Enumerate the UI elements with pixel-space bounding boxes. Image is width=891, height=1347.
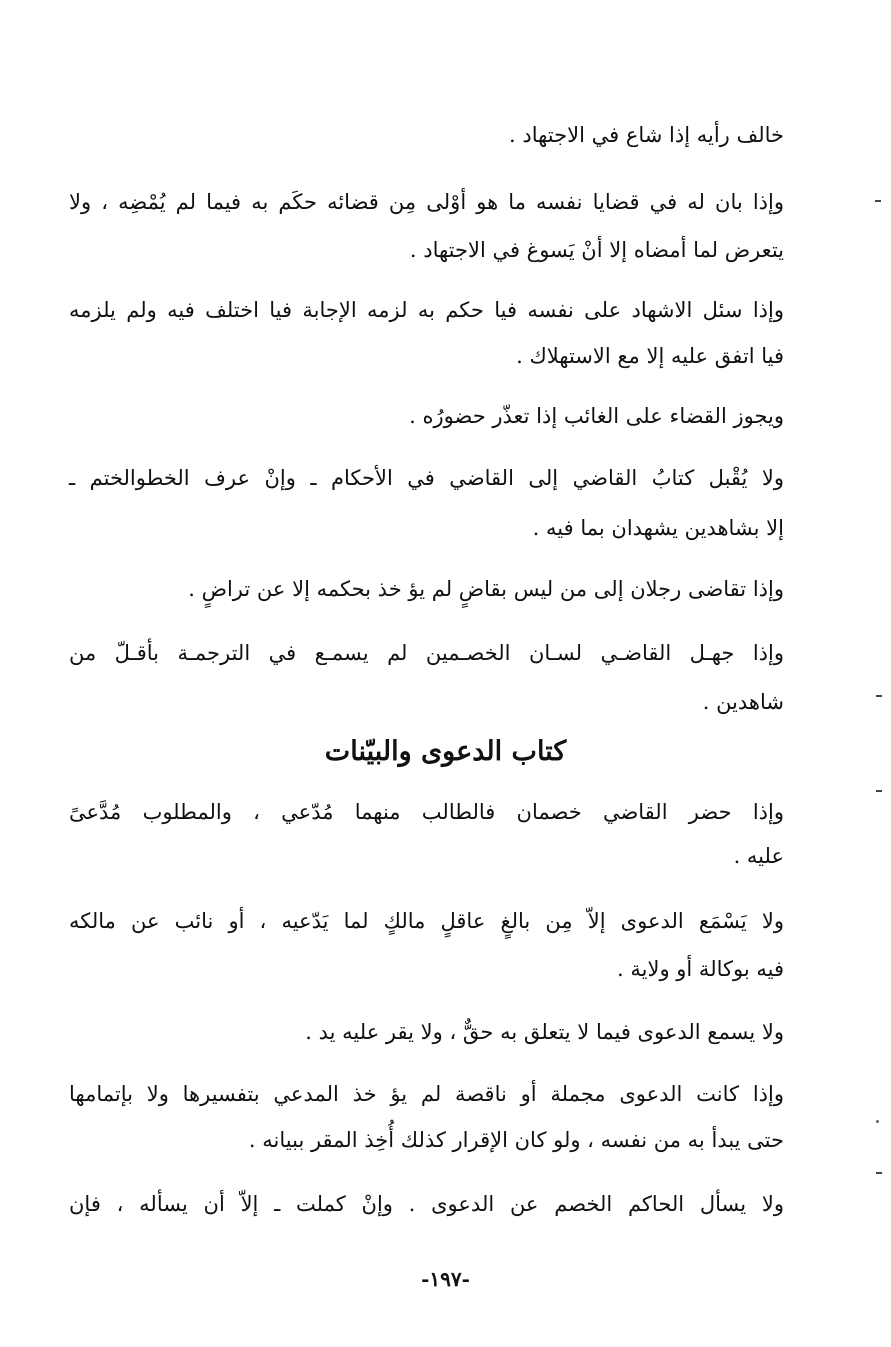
text-line: ولا يُقْبل كتابُ القاضي إلى القاضي في الأحكام ـ وإنْ عرف الخطوالختم ـ xyxy=(69,466,784,490)
text-line: شاهدين . xyxy=(702,690,784,714)
text-line: عليه . xyxy=(733,844,784,868)
page-number: -١٩٧- xyxy=(421,1267,470,1291)
text-line: ولا يسمع الدعوى فيما لا يتعلق به حقٌّ ، ولا يقر عليه يد . xyxy=(305,1020,784,1044)
text-line: وإذا بان له في قضايا نفسه ما هو أوْلى مِن قضائه حكَم به فيما لم يُمْضِه ، ولا xyxy=(69,190,784,214)
margin-mark xyxy=(876,1120,879,1123)
text-line: وإذا جهـل القاضـي لسـان الخصـمين لم يسمـع في الترجمـة بأقـلّ من xyxy=(69,641,784,665)
text-line: إلا بشاهدين يشهدان بما فيه . xyxy=(532,516,784,540)
margin-mark xyxy=(876,695,882,697)
text-line: وإذا تقاضى رجلان إلى من ليس بقاضٍ لم يؤ خذ بحكمه إلا عن تراضٍ . xyxy=(188,577,784,601)
margin-mark xyxy=(876,790,882,792)
text-line: وإذا سئل الاشهاد على نفسه فيا حكم به لزمه الإجابة فيا اختلف فيه ولم يلزمه xyxy=(69,298,784,322)
text-line: ولا يسأل الحاكم الخصم عن الدعوى . وإنْ كملت ـ إلاّ أن يسأله ، فإن xyxy=(69,1192,784,1216)
text-line: ويجوز القضاء على الغائب إذا تعذّر حضورُه . xyxy=(409,404,784,428)
text-line: وإذا حضر القاضي خصمان فالطالب منهما مُدّعي ، والمطلوب مُدَّعىً xyxy=(69,800,784,824)
text-line: فيا اتفق عليه إلا مع الاستهلاك . xyxy=(516,344,784,368)
text-line: حتى يبدأ به من نفسه ، ولو كان الإقرار كذلك أُخِذ المقر ببيانه . xyxy=(248,1128,784,1152)
text-line: خالف رأيه إذا شاع في الاجتهاد . xyxy=(509,123,784,147)
margin-mark xyxy=(876,1172,882,1174)
text-line: فيه بوكالة أو ولاية . xyxy=(617,957,784,981)
text-line: ولا يَسْمَع الدعوى إلاّ مِن بالغٍ عاقلٍ مالكٍ لما يَدّعيه ، أو نائب عن مالكه xyxy=(69,909,784,933)
section-heading: كتاب الدعوى والبيّنات xyxy=(324,736,567,767)
text-line: يتعرض لما أمضاه إلا أنْ يَسوغ في الاجتهاد . xyxy=(409,238,784,262)
text-line: وإذا كانت الدعوى مجملة أو ناقصة لم يؤ خذ المدعي بتفسيرها ولا بإتمامها xyxy=(69,1082,784,1106)
margin-mark xyxy=(875,200,881,202)
